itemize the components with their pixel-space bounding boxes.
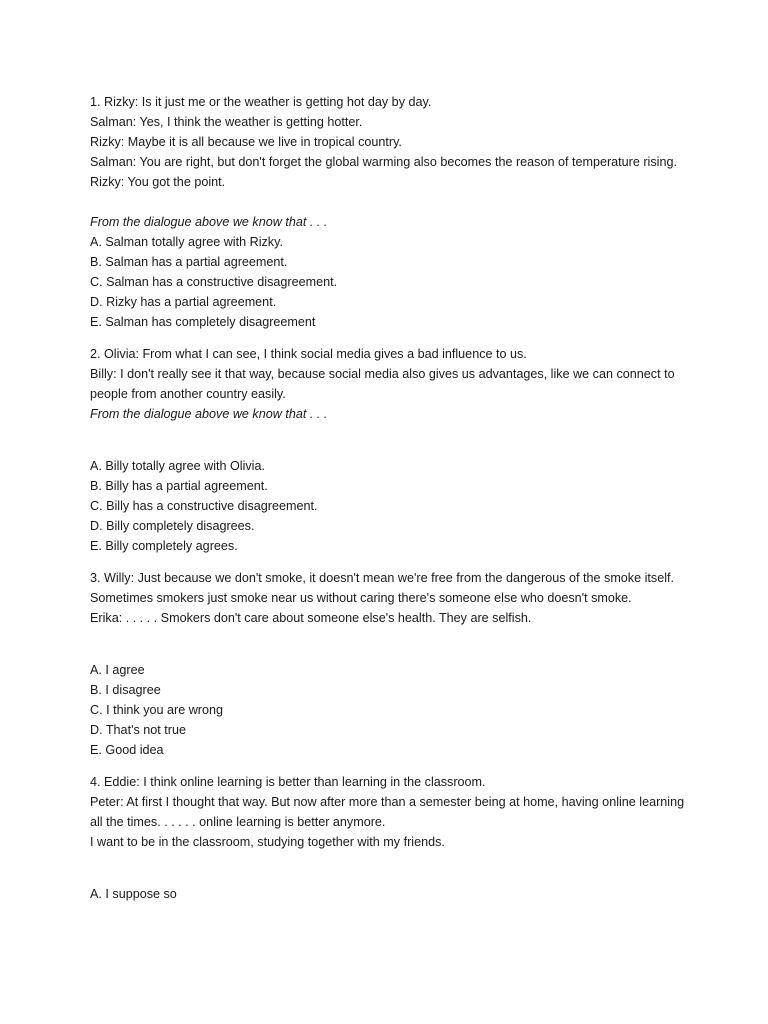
spacer: [90, 760, 690, 772]
question-prompt: From the dialogue above we know that . . .: [90, 407, 328, 421]
dialogue-line: Salman: Yes, I think the weather is getting hotter.: [90, 115, 363, 129]
dialogue-line: 1. Rizky: Is it just me or the weather is getting hot day by day.: [90, 95, 432, 109]
question-1: [90, 92, 690, 332]
spacer: [90, 628, 690, 660]
dialogue-line: 2. Olivia: From what I can see, I think social media gives a bad influence to us.: [90, 347, 527, 361]
answer-option: E. Good idea: [90, 743, 164, 757]
question-4: [90, 772, 690, 904]
answer-option: A. Salman totally agree with Rizky.: [90, 235, 283, 249]
answer-option: D. Rizky has a partial agreement.: [90, 295, 277, 309]
spacer: [90, 424, 690, 456]
answer-option: E. Salman has completely disagreement: [90, 315, 316, 329]
dialogue-line: 3. Willy: Just because we don't smoke, it doesn't mean we're free from the dangerous of the smoke itself. Sometimes smokers just smoke near us without caring there's someone else who doesn't smoke.: [90, 571, 675, 605]
spacer: [90, 332, 690, 344]
question-2: [90, 344, 690, 556]
document-page: [90, 92, 690, 904]
dialogue-line: I want to be in the classroom, studying together with my friends.: [90, 835, 445, 849]
question-prompt: From the dialogue above we know that . . .: [90, 215, 328, 229]
dialogue-line: Erika: . . . . . Smokers don't care about someone else's health. They are selfish.: [90, 611, 532, 625]
dialogue-line: Billy: I don't really see it that way, because social media also gives us advantages, like we can connect to people from another country easily.: [90, 367, 675, 401]
answer-option: A. I agree: [90, 663, 145, 677]
question-3: [90, 568, 690, 760]
answer-option: B. Salman has a partial agreement.: [90, 255, 288, 269]
answer-option: C. Billy has a constructive disagreement.: [90, 499, 318, 513]
dialogue-line: Rizky: Maybe it is all because we live in tropical country.: [90, 135, 402, 149]
answer-option: B. I disagree: [90, 683, 161, 697]
dialogue-line: Peter: At first I thought that way. But now after more than a semester being at home, having online learning all the times. . . . . . online learning is better anymore.: [90, 795, 685, 829]
answer-option: D. That's not true: [90, 723, 186, 737]
answer-option: D. Billy completely disagrees.: [90, 519, 255, 533]
spacer: [90, 192, 690, 212]
spacer: [90, 556, 690, 568]
dialogue-line: Salman: You are right, but don't forget the global warming also becomes the reason of temperature rising.: [90, 155, 677, 169]
answer-option: B. Billy has a partial agreement.: [90, 479, 268, 493]
spacer: [90, 852, 690, 884]
answer-option: A. I suppose so: [90, 887, 177, 901]
answer-option: E. Billy completely agrees.: [90, 539, 238, 553]
answer-option: A. Billy totally agree with Olivia.: [90, 459, 265, 473]
answer-option: C. I think you are wrong: [90, 703, 223, 717]
dialogue-line: Rizky: You got the point.: [90, 175, 226, 189]
dialogue-line: 4. Eddie: I think online learning is better than learning in the classroom.: [90, 775, 486, 789]
answer-option: C. Salman has a constructive disagreement.: [90, 275, 338, 289]
